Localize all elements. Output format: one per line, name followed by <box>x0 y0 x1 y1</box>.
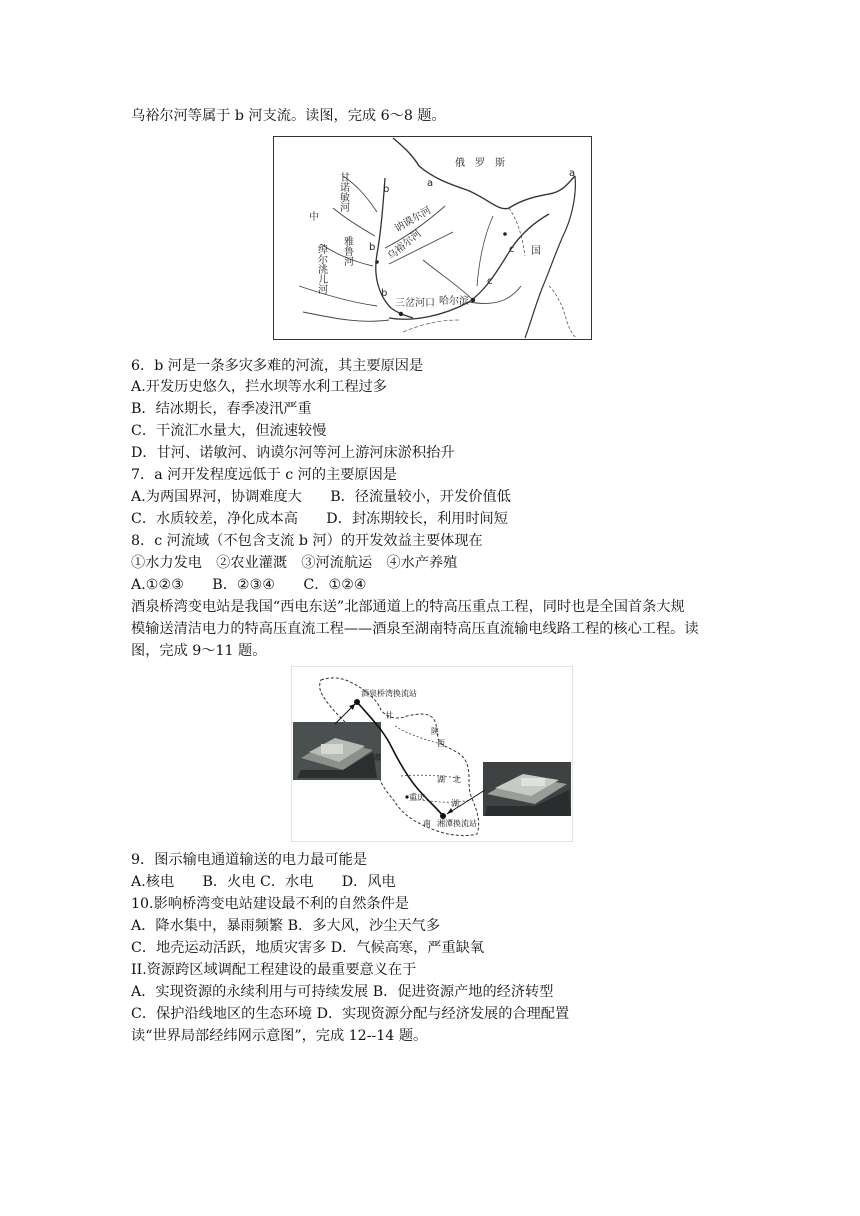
label-river-b-2: b <box>369 242 376 253</box>
label-china-right: 国 <box>531 246 541 257</box>
river-map-figure <box>273 136 592 340</box>
q9-stem: 9．图示输电通道输送的电力最可能是 <box>131 852 368 868</box>
q10-stem: 10.影响桥湾变电站建设最不利的自然条件是 <box>131 896 409 912</box>
q10-options-ab: A．降水集中，暴雨频繁 B．多大风，沙尘天气多 <box>131 918 440 934</box>
transmission-map-figure <box>291 666 573 842</box>
label-xi: 西 <box>437 739 445 748</box>
label-china-left: 中 <box>309 212 319 223</box>
label-bei: 北 <box>453 775 461 784</box>
label-chongqing: 重庆 <box>409 793 425 802</box>
river-map <box>273 136 592 340</box>
label-river-c-1: c <box>509 244 515 255</box>
q6-option-d: D．甘河、诺敏河、讷谟尔河等河上游河床淤积抬升 <box>131 445 455 461</box>
label-nan: 南 <box>423 819 431 828</box>
q11-options-ab: A．实现资源的永续利用与可持续发展 B．促进资源产地的经济转型 <box>131 984 554 1000</box>
transmission-map <box>291 666 573 842</box>
label-sanchahekou: 三岔河口 <box>395 298 435 309</box>
label-river-b-3: b <box>381 288 388 299</box>
q9-options: A.核电 B．火电 C．水电 D．风电 <box>131 874 396 890</box>
label-nemoer-he: 讷谟尔河 <box>393 205 434 235</box>
label-river-a-2: a <box>569 168 576 179</box>
label-river-a-1: a <box>427 178 434 189</box>
q8-stem: 8．c 河流域（不包含支流 b 河）的开发效益主要体现在 <box>131 533 483 549</box>
label-shaan: 陕 <box>431 727 439 736</box>
label-river-c-2: c <box>487 276 493 287</box>
intro-9-11-line3: 图，完成 9～11 题。 <box>131 643 267 659</box>
label-hu2: 湖 <box>451 799 459 808</box>
label-su: 肃 <box>373 753 381 762</box>
q7-options-ab: A.为两国界河，协调难度大 B．径流量较小，开发价值低 <box>131 489 511 505</box>
q7-stem: 7．a 河开发程度远低于 c 河的主要原因是 <box>131 467 397 483</box>
q6-stem: 6．b 河是一条多灾多难的河流，其主要原因是 <box>131 358 424 374</box>
q6-option-b: B．结冰期长，春季凌汛严重 <box>131 401 312 417</box>
q6-option-c: C．干流汇水量大，但流速较慢 <box>131 423 327 439</box>
intro-9-11-line2: 模输送清洁电力的特高压直流工程——酒泉至湖南特高压直流输电线路工程的核心工程。读 <box>131 621 699 637</box>
label-yalu-he: 雅鲁河 <box>341 236 353 266</box>
label-gan: 甘 <box>385 711 393 720</box>
q11-options-cd: C．保护沿线地区的生态环境 D．实现资源分配与经济发展的合理配置 <box>131 1006 570 1022</box>
label-river-b-1: b <box>383 184 390 195</box>
label-xiangtan-station: 湘潭换流站 <box>437 819 477 828</box>
q10-options-cd: C．地壳运动活跃，地质灾害多 D．气候高寒，严重缺氧 <box>131 940 485 956</box>
label-jiuquan-station: 酒泉桥湾换流站 <box>361 689 417 698</box>
label-hu: 湖 <box>437 775 445 784</box>
label-haerbin: 哈尔滨 <box>439 296 469 307</box>
intro-text: 乌裕尔河等属于 b 河支流。读图，完成 6～8 题。 <box>131 108 446 124</box>
label-russia: 俄 罗 斯 <box>455 158 505 169</box>
q11-stem: II.资源跨区域调配工程建设的最重要意义在于 <box>131 962 417 978</box>
q7-options-cd: C．水质较差，净化成本高 D．封冻期较长，利用时间短 <box>131 511 508 527</box>
intro-9-11-line1: 酒泉桥湾变电站是我国“西电东送”北部通道上的特高压重点工程，同时也是全国首条大规 <box>131 599 685 615</box>
label-gan-he: 甘诺敏河 <box>337 172 349 212</box>
q8-items: ①水力发电 ②农业灌溉 ③河流航运 ④水产养殖 <box>131 555 458 571</box>
q8-options: A.①②③ B．②③④ C．①②④ <box>131 577 367 593</box>
label-chuoer-he: 绰尔洮儿河 <box>315 244 327 294</box>
intro-12-14: 读“世界局部经纬网示意图”，完成 12--14 题。 <box>131 1028 428 1044</box>
label-wuyuer-he: 乌裕尔河 <box>385 228 424 263</box>
q6-option-a: A.开发历史悠久，拦水坝等水利工程过多 <box>131 379 387 395</box>
